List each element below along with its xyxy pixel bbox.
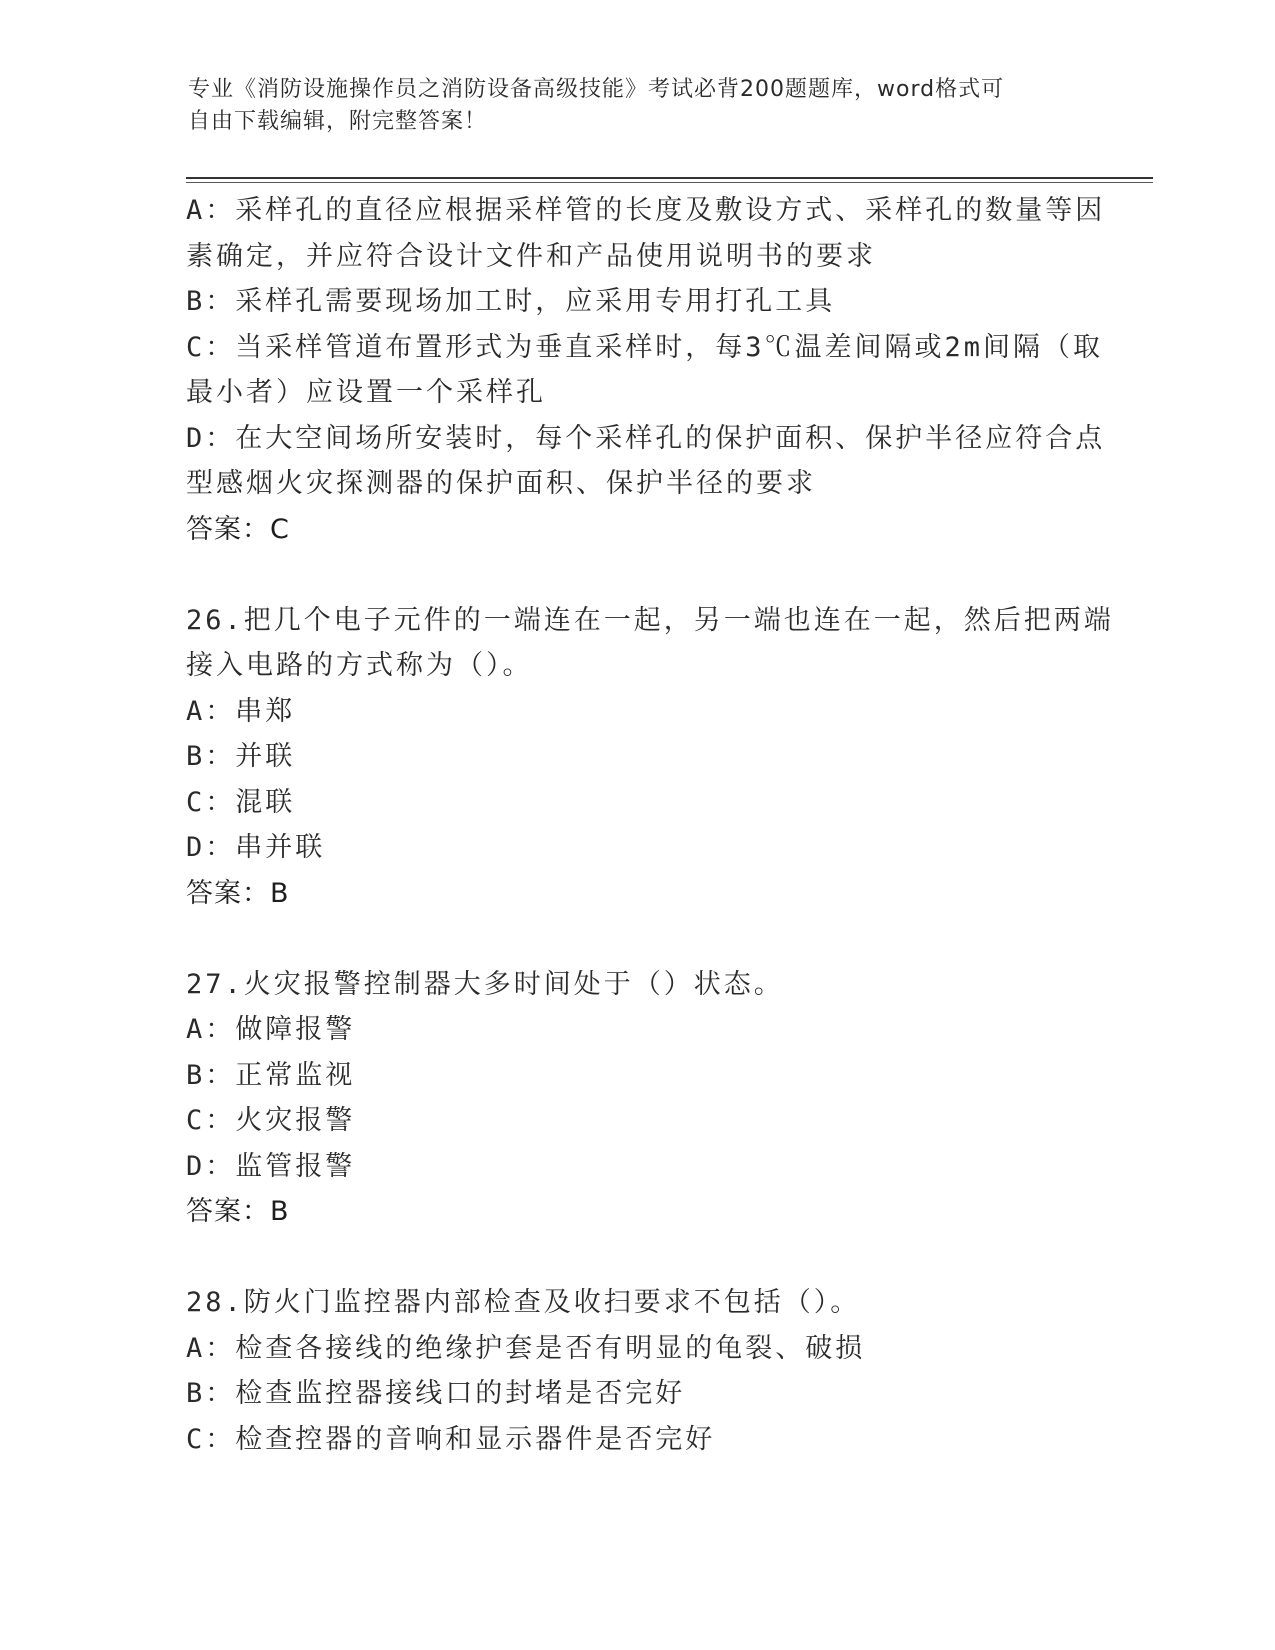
answer: 答案：B bbox=[186, 1196, 290, 1227]
option-c: C：混联 bbox=[186, 786, 296, 818]
option-b: B：检查监控器接线口的封堵是否完好 bbox=[186, 1378, 686, 1409]
option-a: A：采样孔的直径应根据采样管的长度及敷设方式、采样孔的数量等因 bbox=[186, 195, 1106, 226]
spacer bbox=[186, 1235, 1086, 1281]
option-c: C：当采样管道布置形式为垂直采样时，每3℃温差间隔或2m间隔（取 bbox=[186, 331, 1104, 363]
option-d-continued: 型感烟火灾探测器的保护面积、保护半径的要求 bbox=[186, 468, 816, 499]
question-27 bbox=[186, 962, 1086, 1235]
option-d: D：在大空间场所安装时，每个采样孔的保护面积、保护半径应符合点 bbox=[186, 422, 1106, 454]
option-a: A：检查各接线的绝缘护套是否有明显的龟裂、破损 bbox=[186, 1332, 866, 1364]
question-25-options bbox=[186, 188, 1106, 552]
option-b: B：采样孔需要现场加工时，应采用专用打孔工具 bbox=[186, 286, 836, 317]
option-c-continued: 最小者）应设置一个采样孔 bbox=[186, 377, 546, 408]
question-26 bbox=[186, 598, 1114, 917]
spacer bbox=[186, 552, 1086, 598]
option-c: C：火灾报警 bbox=[186, 1105, 356, 1136]
document-header bbox=[188, 74, 1088, 138]
header-divider-thin bbox=[186, 182, 1153, 183]
option-b: B：正常监视 bbox=[186, 1059, 356, 1091]
answer: 答案：B bbox=[186, 877, 290, 909]
header-title-line-2: 自由下载编辑，附完整答案！ bbox=[188, 109, 488, 134]
answer: 答案：C bbox=[186, 513, 290, 545]
option-b: B：并联 bbox=[186, 741, 296, 772]
option-a-continued: 素确定，并应符合设计文件和产品使用说明书的要求 bbox=[186, 240, 876, 272]
option-a: A：串郑 bbox=[186, 695, 296, 727]
option-c: C：检查控器的音响和显示器件是否完好 bbox=[186, 1423, 716, 1455]
question-text: 26.把几个电子元件的一端连在一起，另一端也连在一起，然后把两端 bbox=[186, 604, 1114, 636]
question-text: 28.防火门监控器内部检查及收扫要求不包括（）。 bbox=[186, 1287, 861, 1318]
question-28 bbox=[186, 1280, 1086, 1462]
question-text: 27.火灾报警控制器大多时间处于（）状态。 bbox=[186, 968, 784, 1000]
header-title-line-1: 专业《消防设施操作员之消防设备高级技能》考试必背200题题库，word格式可 bbox=[188, 77, 1005, 102]
option-d: D：串并联 bbox=[186, 832, 326, 863]
question-text-continued: 接入电路的方式称为（）。 bbox=[186, 650, 533, 681]
option-d: D：监管报警 bbox=[186, 1150, 356, 1182]
question-list bbox=[186, 188, 1114, 1462]
option-a: A：做障报警 bbox=[186, 1014, 356, 1045]
spacer bbox=[186, 916, 1086, 962]
header-divider-thick bbox=[186, 177, 1153, 179]
